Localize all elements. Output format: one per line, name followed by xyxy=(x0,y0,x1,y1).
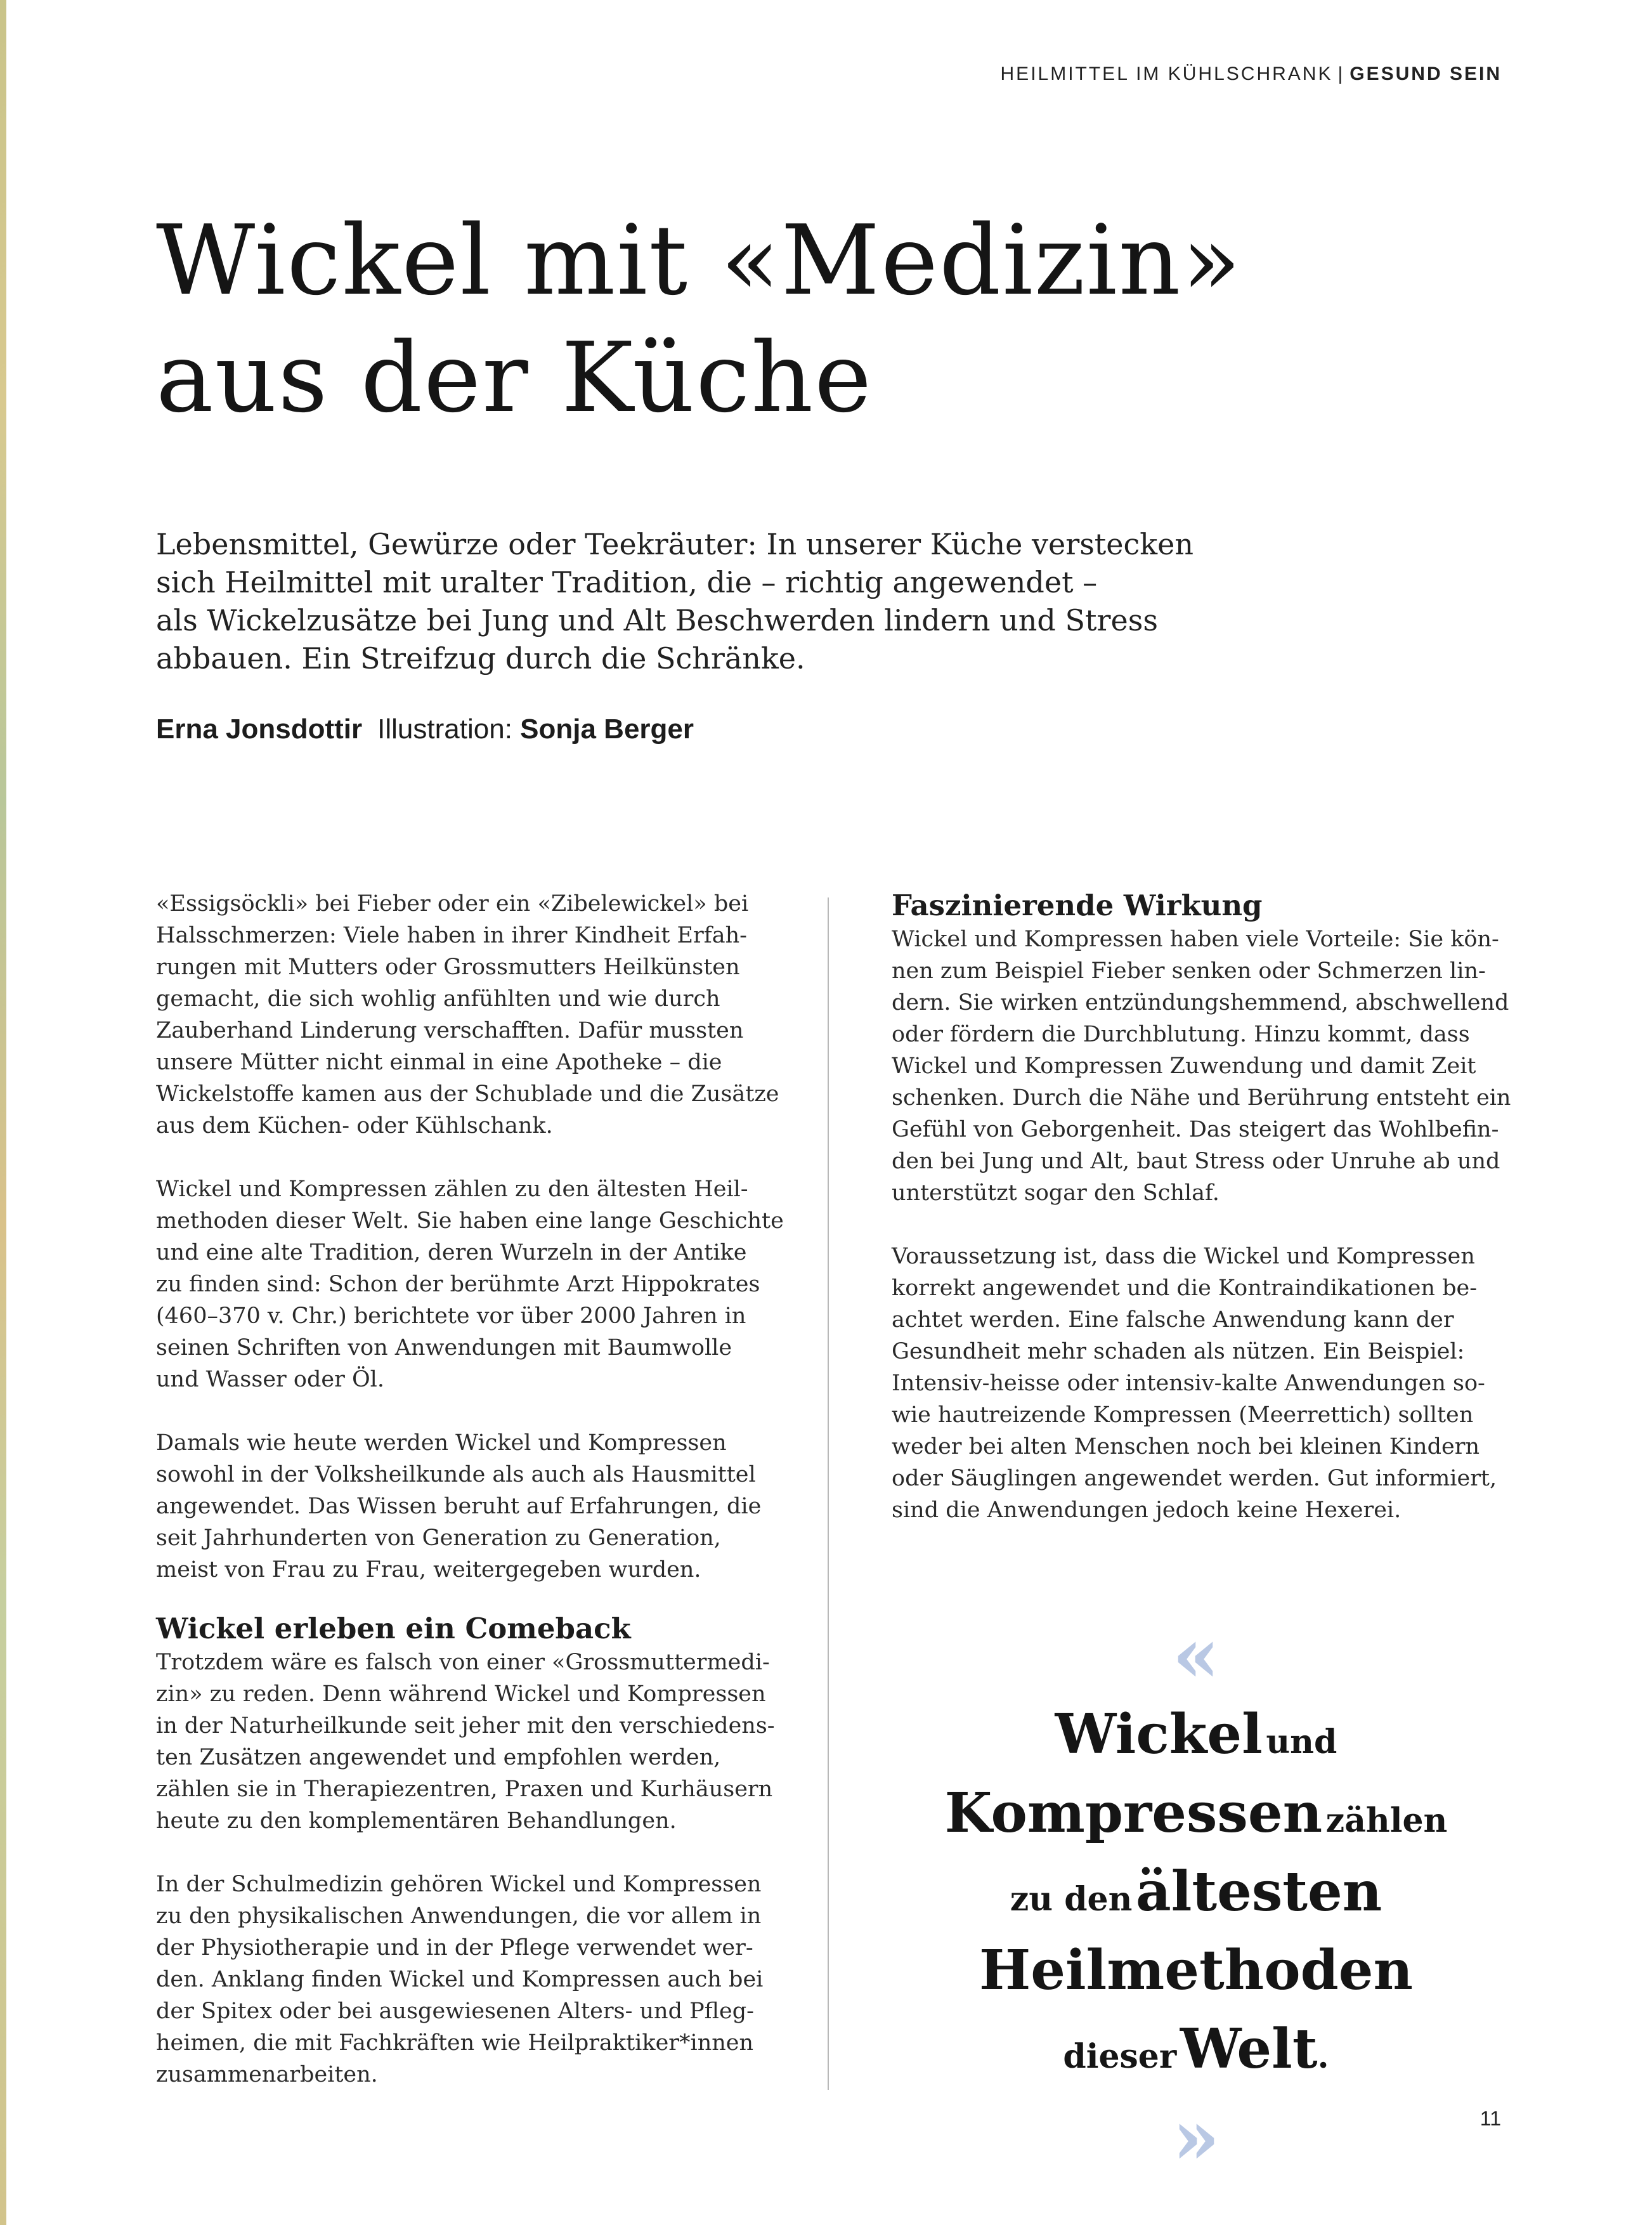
text-line: Zauberhand Linderung verschafften. Dafür mussten xyxy=(156,1018,744,1043)
text-line: oder Säuglingen angewendet werden. Gut informiert, xyxy=(892,1466,1497,1491)
text-line: rungen mit Mutters oder Grossmutters Heilkünsten xyxy=(156,955,740,980)
pull-quote-word: Welt xyxy=(1180,2017,1318,2081)
text-line: heimen, die mit Fachkräften wie Heilpraktiker*innen xyxy=(156,2030,754,2056)
page-edge-decoration xyxy=(0,0,6,2225)
running-head-section: HEILMITTEL IM KÜHLSCHRANK xyxy=(1000,63,1333,84)
paragraph xyxy=(156,1173,784,1395)
text-line: sind die Anwendungen jedoch keine Hexerei. xyxy=(892,1497,1402,1523)
opening-quote-icon: « xyxy=(1172,1610,1220,1700)
pull-quote-word: ältesten xyxy=(1136,1860,1382,1924)
text-line: Wickel und Kompressen Zuwendung und damit Zeit xyxy=(892,1054,1476,1079)
closing-quote-icon: » xyxy=(1172,2092,1220,2182)
text-line: angewendet. Das Wissen beruht auf Erfahrungen, die xyxy=(156,1494,762,1519)
text-line: unsere Mütter nicht einmal in eine Apotheke – die xyxy=(156,1050,722,1075)
text-line: zu den physikalischen Anwendungen, die vor allem in xyxy=(156,1903,762,1929)
text-line: und Wasser oder Öl. xyxy=(156,1367,384,1392)
text-line: Wickelstoffe kamen aus der Schublade und die Zusätze xyxy=(156,1081,779,1107)
article-title xyxy=(156,202,1488,436)
text-line: korrekt angewendet und die Kontraindikationen be- xyxy=(892,1276,1478,1301)
pull-quote-word: zählen xyxy=(1325,1801,1448,1840)
text-line: und eine alte Tradition, deren Wurzeln in der Antike xyxy=(156,1240,747,1265)
text-line: Trotzdem wäre es falsch von einer «Grossmuttermedi- xyxy=(156,1650,770,1675)
text-line: Voraussetzung ist, dass die Wickel und Kompressen xyxy=(892,1244,1475,1269)
right-column xyxy=(892,888,1511,1526)
paragraph xyxy=(892,923,1511,1209)
text-line: methoden dieser Welt. Sie haben eine lange Geschichte xyxy=(156,1208,784,1234)
section-heading: Faszinierende Wirkung xyxy=(892,889,1263,922)
running-head-category: GESUND SEIN xyxy=(1350,63,1502,84)
pull-quote-word: und xyxy=(1266,1723,1337,1761)
text-line: der Physiotherapie und in der Pflege verwendet wer- xyxy=(156,1935,753,1961)
text-line: ten Zusätzen angewendet und empfohlen werden, xyxy=(156,1745,721,1770)
pull-quote-word: Heilmethoden xyxy=(979,1938,1413,2002)
pull-quote-word: Wickel xyxy=(1055,1702,1263,1766)
pull-quote-word: dieser xyxy=(1063,2037,1177,2076)
byline xyxy=(156,714,694,745)
lead-line: abbauen. Ein Streifzug durch die Schränke. xyxy=(156,641,805,675)
pull-quote-word: . xyxy=(1317,2037,1329,2076)
text-line: gemacht, die sich wohlig anfühlten und wie durch xyxy=(156,986,720,1012)
text-line: Intensiv-heisse oder intensiv-kalte Anwendungen so- xyxy=(892,1371,1485,1396)
text-line: Wickel und Kompressen haben viele Vorteile: Sie kön- xyxy=(892,927,1499,952)
paragraph xyxy=(156,1427,765,1586)
text-line: wie hautreizende Kompressen (Meerrettich) sollten xyxy=(892,1402,1474,1428)
paragraph xyxy=(892,1241,1500,1526)
text-line: in der Naturheilkunde seit jeher mit den verschiedens- xyxy=(156,1713,775,1739)
text-line: Halsschmerzen: Viele haben in ihrer Kindheit Erfah- xyxy=(156,923,747,948)
page-number: 11 xyxy=(1480,2107,1501,2130)
paragraph xyxy=(156,1647,775,1837)
text-line: zu finden sind: Schon der berühmte Arzt Hippokrates xyxy=(156,1272,760,1297)
article-lead xyxy=(156,525,1272,677)
column-divider xyxy=(828,897,829,2090)
running-head-separator: | xyxy=(1337,63,1345,84)
left-column xyxy=(156,888,784,2091)
paragraph xyxy=(156,888,779,1142)
section-heading: Wickel erleben ein Comeback xyxy=(156,1612,631,1645)
title-line: aus der Küche xyxy=(156,322,873,434)
paragraph xyxy=(156,1869,765,2091)
text-line: zusammenarbeiten. xyxy=(156,2062,378,2087)
text-line: Gesundheit mehr schaden als nützen. Ein Beispiel: xyxy=(892,1339,1465,1364)
text-line: aus dem Küchen- oder Kühlschank. xyxy=(156,1113,553,1139)
text-line: den. Anklang finden Wickel und Kompressen auch bei xyxy=(156,1967,764,1992)
lead-line: als Wickelzusätze bei Jung und Alt Beschwerden lindern und Stress xyxy=(156,603,1158,637)
text-line: meist von Frau zu Frau, weitergegeben wurden. xyxy=(156,1557,701,1582)
lead-line: sich Heilmittel mit uralter Tradition, die – richtig angewendet – xyxy=(156,565,1098,599)
running-head xyxy=(1001,63,1502,85)
text-line: zählen sie in Therapiezentren, Praxen und Kurhäusern xyxy=(156,1777,773,1802)
text-line: In der Schulmedizin gehören Wickel und Kompressen xyxy=(156,1872,762,1897)
text-line: heute zu den komplementären Behandlungen. xyxy=(156,1808,677,1834)
text-line: sowohl in der Volksheilkunde als auch als Hausmittel xyxy=(156,1462,756,1487)
text-line: Wickel und Kompressen zählen zu den ältesten Heil- xyxy=(156,1177,748,1202)
pull-quote-word: Kompressen xyxy=(944,1781,1323,1845)
text-line: weder bei alten Menschen noch bei kleinen Kindern xyxy=(892,1434,1480,1459)
text-line: dern. Sie wirken entzündungshemmend, abschwellend xyxy=(892,990,1509,1015)
title-line: Wickel mit «Medizin» xyxy=(156,204,1242,316)
author-name: Erna Jonsdottir xyxy=(156,714,363,745)
text-line: «Essigsöckli» bei Fieber oder ein «Zibelewickel» bei xyxy=(156,891,749,917)
text-line: nen zum Beispiel Fieber senken oder Schmerzen lin- xyxy=(892,958,1486,984)
text-line: den bei Jung und Alt, baut Stress oder Unruhe ab und xyxy=(892,1149,1500,1174)
text-line: der Spitex oder bei ausgewiesenen Alters- und Pfleg- xyxy=(156,1999,754,2024)
illustrator-name: Sonja Berger xyxy=(520,714,694,745)
text-line: oder fördern die Durchblutung. Hinzu kommt, dass xyxy=(892,1022,1470,1047)
text-line: Damals wie heute werden Wickel und Kompressen xyxy=(156,1430,727,1456)
pull-quote-word: zu den xyxy=(1010,1880,1133,1919)
text-line: unterstützt sogar den Schlaf. xyxy=(892,1180,1219,1206)
text-line: (460–370 v. Chr.) berichtete vor über 2000 Jahren in xyxy=(156,1303,746,1329)
text-line: Gefühl von Geborgenheit. Das steigert das Wohlbefin- xyxy=(892,1117,1499,1142)
text-line: achtet werden. Eine falsche Anwendung kann der xyxy=(892,1307,1454,1333)
pull-quote xyxy=(892,1610,1500,2182)
illustration-label: Illustration: xyxy=(377,714,512,745)
lead-line: Lebensmittel, Gewürze oder Teekräuter: In unserer Küche verstecken xyxy=(156,527,1193,561)
text-line: schenken. Durch die Nähe und Berührung entsteht ein xyxy=(892,1085,1511,1111)
text-line: seinen Schriften von Anwendungen mit Baumwolle xyxy=(156,1335,732,1360)
text-line: zin» zu reden. Denn während Wickel und Kompressen xyxy=(156,1681,766,1707)
text-line: seit Jahrhunderten von Generation zu Generation, xyxy=(156,1525,721,1551)
